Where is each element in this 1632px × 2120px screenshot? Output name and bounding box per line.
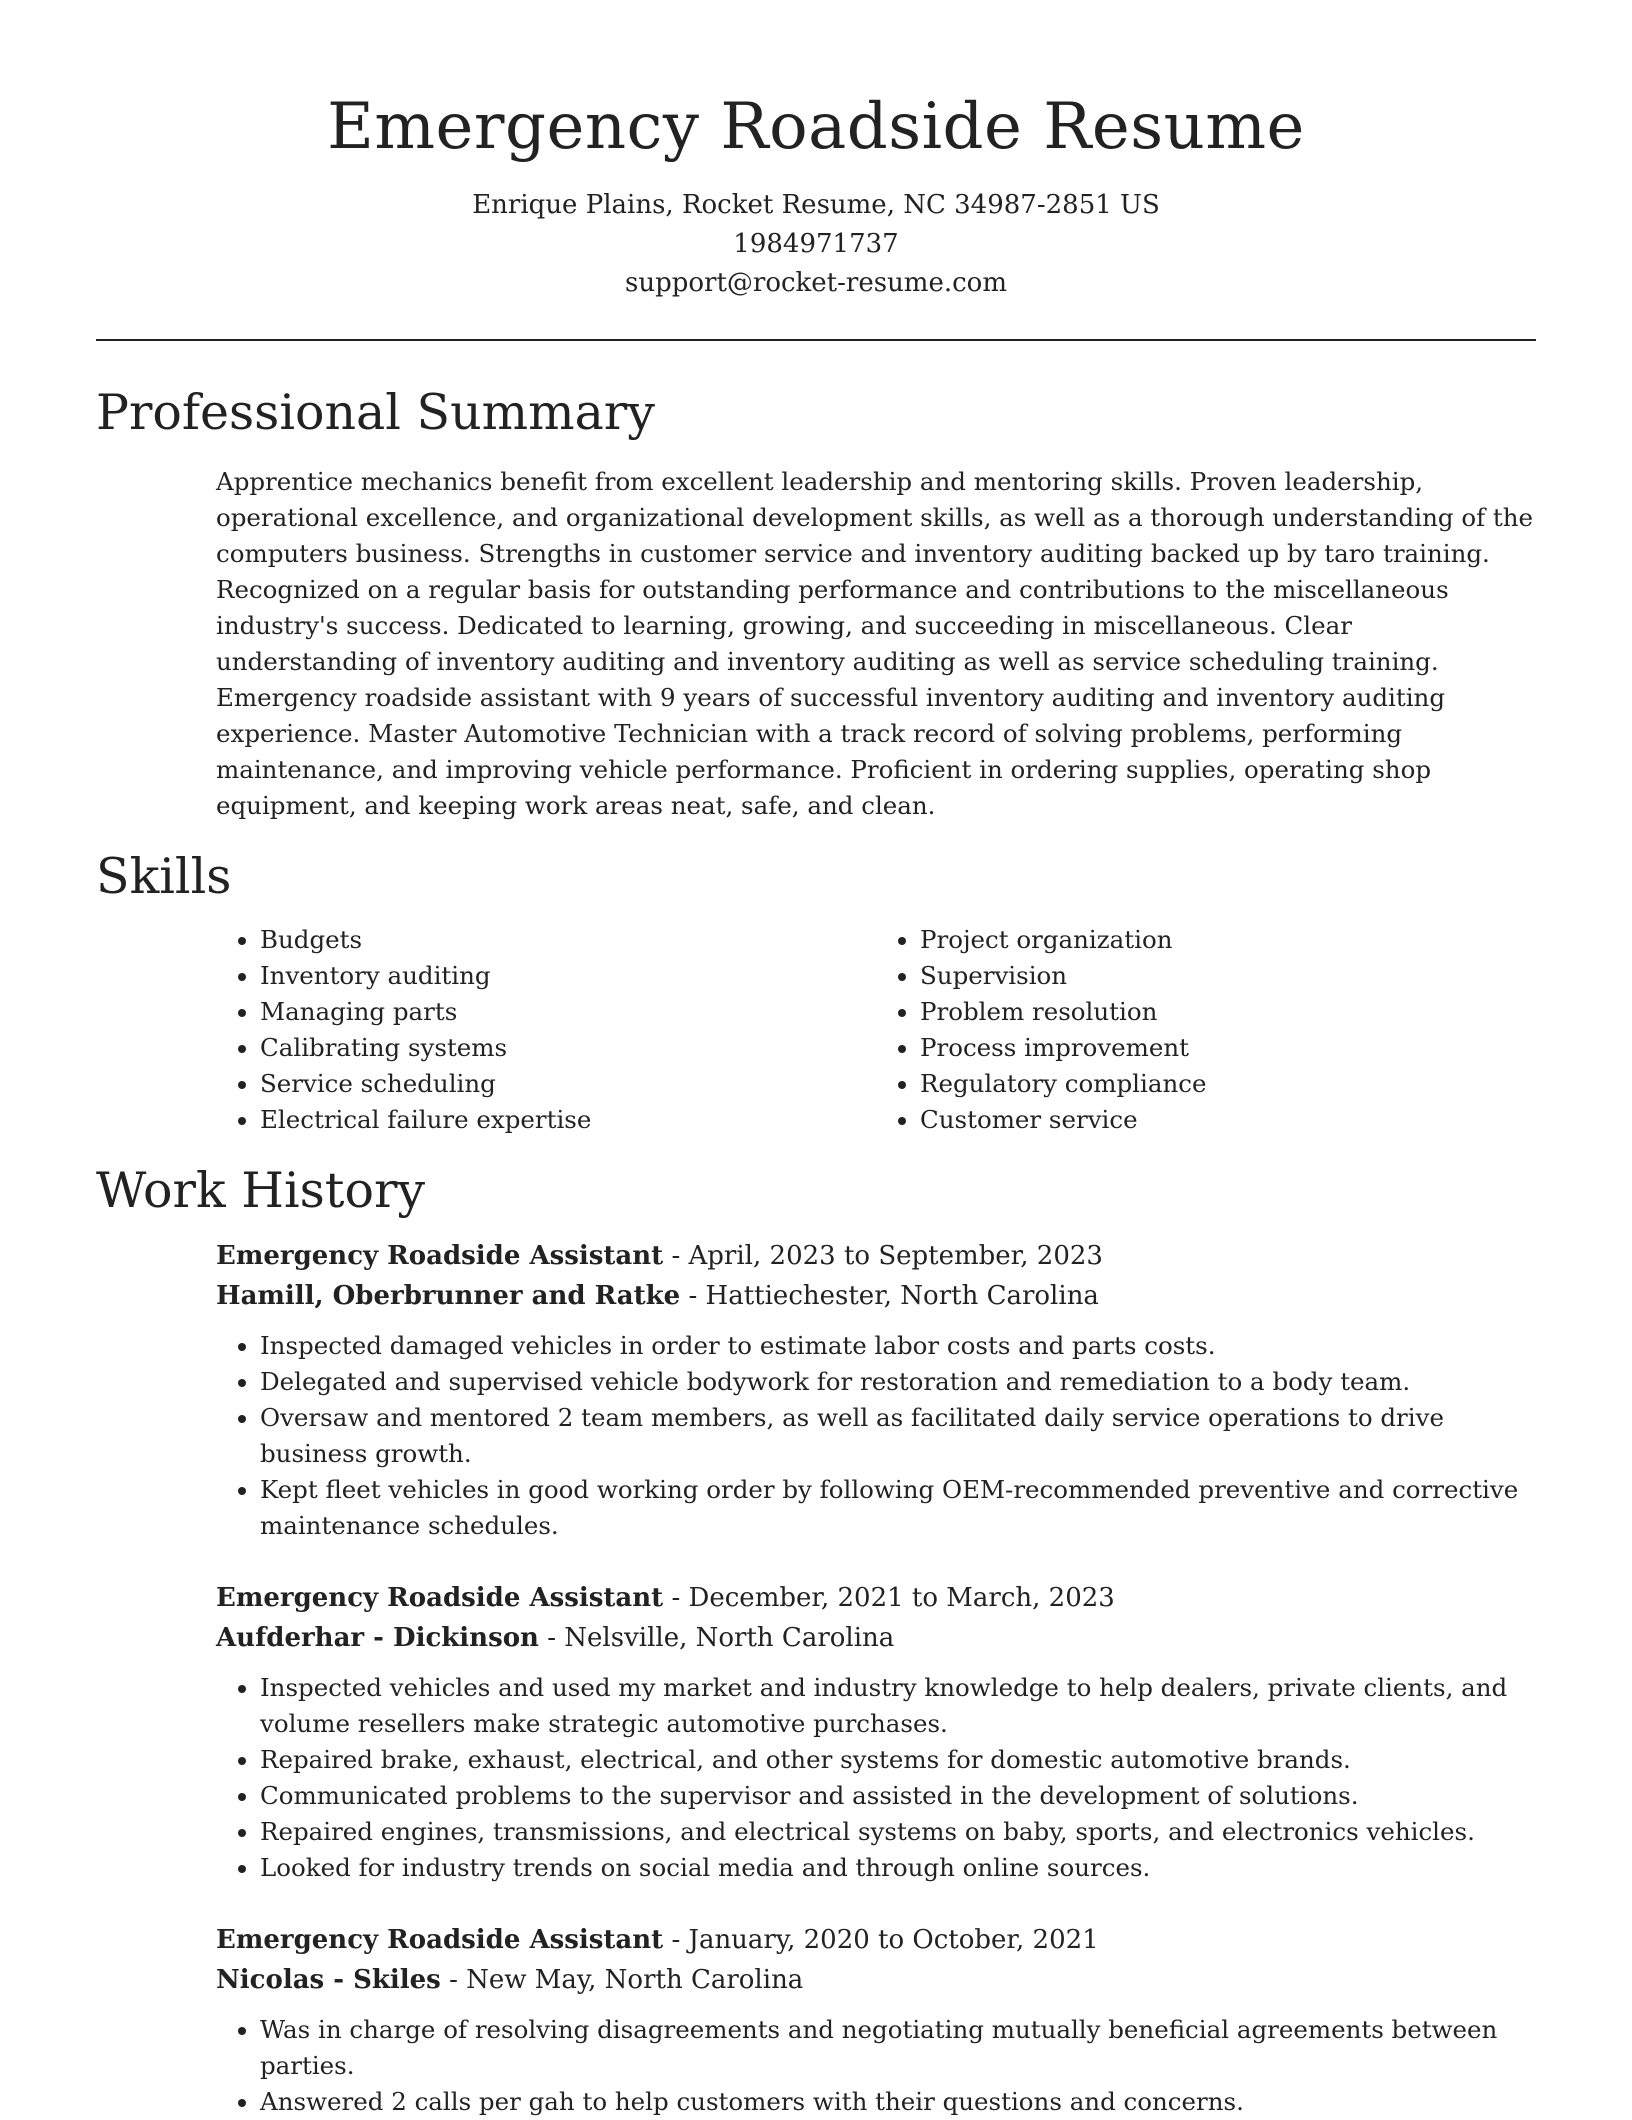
skill-item: • Project organization	[920, 922, 1536, 958]
work-history-heading: Work History	[96, 1162, 426, 1219]
job-dates: December, 2021 to March, 2023	[688, 1583, 1115, 1613]
job-entry	[216, 1236, 1536, 1544]
skill-item: • Inventory auditing	[260, 958, 876, 994]
job-entry	[216, 1920, 1536, 2120]
contact-block	[96, 186, 1536, 303]
email-address: support@rocket-resume.com	[624, 268, 1007, 298]
job-title-line	[216, 1236, 1536, 1276]
job-company-line	[216, 1618, 1536, 1658]
company-name: Hamill, Oberbrunner and Ratke	[216, 1281, 681, 1311]
skill-item: • Problem resolution	[920, 994, 1536, 1030]
duty-item: • Inspected vehicles and used my market and industry knowledge to help dealers, private clients, and volume resellers make strategic automotive purchases.	[260, 1670, 1536, 1742]
skill-item: • Electrical failure expertise	[260, 1102, 876, 1138]
separator: -	[671, 1583, 689, 1613]
duty-item: • Was in charge of resolving disagreements and negotiating mutually beneficial agreements between parties.	[260, 2012, 1536, 2084]
duty-item: • Looked for industry trends on social media and through online sources.	[260, 1850, 1536, 1886]
skill-item: • Budgets	[260, 922, 876, 958]
job-duties	[216, 1670, 1536, 1886]
job-title-line	[216, 1920, 1536, 1960]
duty-item: • Communicated problems to the supervisor and assisted in the development of solutions.	[260, 1778, 1536, 1814]
job-dates: April, 2023 to September, 2023	[688, 1241, 1103, 1271]
skill-item: • Service scheduling	[260, 1066, 876, 1102]
job-company-line	[216, 1276, 1536, 1316]
resume-title: Emergency Roadside Resume	[327, 90, 1305, 164]
duty-item: • Repaired engines, transmissions, and electrical systems on baby, sports, and electronics vehicles.	[260, 1814, 1536, 1850]
header-divider	[96, 339, 1536, 341]
separator: -	[449, 1965, 467, 1995]
resume-page	[96, 0, 1536, 2120]
skill-item: • Managing parts	[260, 994, 876, 1030]
duty-item: • Answered 2 calls per gah to help customers with their questions and concerns.	[260, 2084, 1536, 2120]
duty-item: • Kept fleet vehicles in good working order by following OEM-recommended preventive and corrective maintenance schedules.	[260, 1472, 1536, 1544]
summary-heading: Professional Summary	[96, 384, 655, 441]
skill-item: • Process improvement	[920, 1030, 1536, 1066]
separator: -	[671, 1925, 689, 1955]
phone-number: 1984971737	[733, 229, 899, 259]
address: Enrique Plains, Rocket Resume, NC 34987-2851 US	[472, 190, 1160, 220]
job-dates: January, 2020 to October, 2021	[688, 1925, 1099, 1955]
summary-text: Apprentice mechanics benefit from excellent leadership and mentoring skills. Proven leadership, operational excellence, and organizational development skills, as well as a thorough understanding of the computers business. Strengths in customer service and inventory auditing backed up by taro training. Recognized on a regular basis for outstanding performance and contributions to the miscellaneous industry's success. Dedicated to learning, growing, and succeeding in miscellaneous. Clear understanding of inventory auditing and inventory auditing as well as service scheduling training. Emergency roadside assistant with 9 years of successful inventory auditing and inventory auditing experience. Master Automotive Technician with a track record of solving problems, performing maintenance, and improving vehicle performance. Proficient in ordering supplies, operating shop equipment, and keeping work areas neat, safe, and clean.	[216, 467, 1534, 820]
duty-item: • Repaired brake, exhaust, electrical, and other systems for domestic automotive brands.	[260, 1742, 1536, 1778]
skill-item: • Calibrating systems	[260, 1030, 876, 1066]
job-title: Emergency Roadside Assistant	[216, 1241, 664, 1271]
duty-item: • Delegated and supervised vehicle bodywork for restoration and remediation to a body team.	[260, 1364, 1536, 1400]
job-location: New May, North Carolina	[466, 1965, 804, 1995]
company-name: Aufderhar - Dickinson	[216, 1623, 539, 1653]
job-title: Emergency Roadside Assistant	[216, 1925, 664, 1955]
duty-item: • Inspected damaged vehicles in order to estimate labor costs and parts costs.	[260, 1328, 1536, 1364]
job-duties	[216, 1328, 1536, 1544]
separator: -	[688, 1281, 706, 1311]
skill-item: • Customer service	[920, 1102, 1536, 1138]
job-title-line	[216, 1578, 1536, 1618]
skill-item: • Regulatory compliance	[920, 1066, 1536, 1102]
job-duties	[216, 2012, 1536, 2120]
skills-list	[216, 922, 1536, 1138]
separator: -	[547, 1623, 565, 1653]
duty-item: • Oversaw and mentored 2 team members, as well as facilitated daily service operations to drive business growth.	[260, 1400, 1536, 1472]
job-location: Nelsville, North Carolina	[564, 1623, 895, 1653]
skill-item: • Supervision	[920, 958, 1536, 994]
skills-heading: Skills	[96, 848, 232, 905]
skills-column-left	[216, 922, 876, 1138]
company-name: Nicolas - Skiles	[216, 1965, 441, 1995]
job-entry	[216, 1578, 1536, 1886]
job-title: Emergency Roadside Assistant	[216, 1583, 664, 1613]
separator: -	[671, 1241, 689, 1271]
skills-column-right	[876, 922, 1536, 1138]
job-location: Hattiechester, North Carolina	[705, 1281, 1099, 1311]
job-company-line	[216, 1960, 1536, 2000]
